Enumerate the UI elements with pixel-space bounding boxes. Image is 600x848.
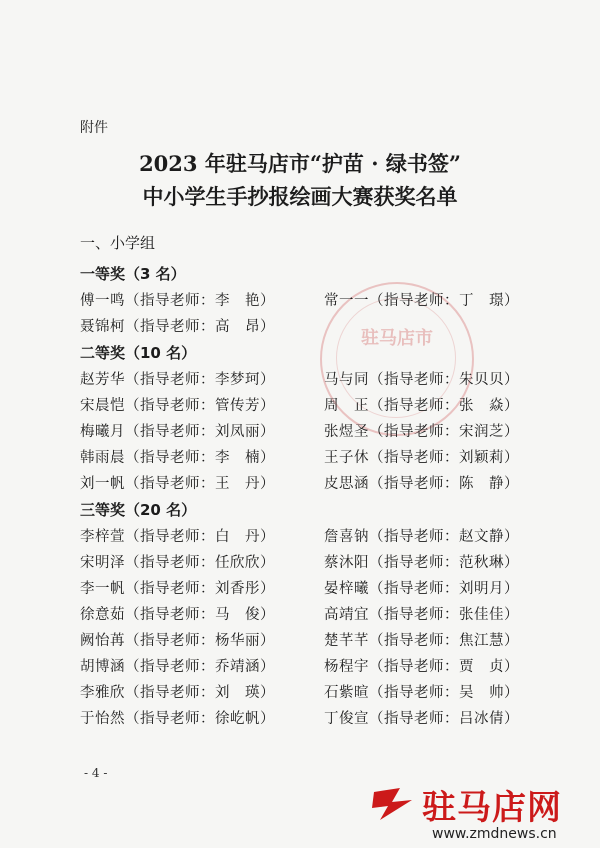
winner-entry: 赵芳华（指导老师：李梦珂） <box>80 372 275 388</box>
winner-entry: 傅一鸣（指导老师：李 艳） <box>80 293 275 309</box>
winner-entry: 楚芊芊（指导老师：焦江慧） <box>324 633 519 649</box>
winner-entry: 周 正（指导老师：张 焱） <box>324 398 519 414</box>
second-prize-heading: 二等奖（10 名） <box>80 344 197 362</box>
winner-entry: 梅曦月（指导老师：刘凤丽） <box>80 424 275 440</box>
group-heading: 一、小学组 <box>80 234 156 252</box>
winner-entry: 晏梓曦（指导老师：刘明月） <box>324 581 519 597</box>
winner-entry: 石紫暄（指导老师：吴 帅） <box>324 685 519 701</box>
winner-entry: 徐意茹（指导老师：马 俊） <box>80 607 275 623</box>
winner-entry: 杨程宇（指导老师：贾 贞） <box>324 659 519 675</box>
page-number: - 4 - <box>84 766 108 780</box>
winner-entry: 常一一（指导老师：丁 璟） <box>324 293 519 309</box>
document-title-line1: 2023 年驻马店市“护苗 · 绿书签” <box>139 151 461 176</box>
logo-url: www.zmdnews.cn <box>432 826 557 842</box>
winner-entry: 宋晨恺（指导老师：管传芳） <box>80 398 275 414</box>
winner-entry: 詹喜钠（指导老师：赵文静） <box>324 529 519 545</box>
seal-text: 驻马店市 <box>361 328 433 349</box>
winner-entry: 韩雨晨（指导老师：李 楠） <box>80 450 275 466</box>
winner-entry: 李雅欣（指导老师：刘 瑛） <box>80 685 275 701</box>
winner-entry: 胡博涵（指导老师：乔靖涵） <box>80 659 275 675</box>
winner-entry: 阙怡苒（指导老师：杨华丽） <box>80 633 275 649</box>
winner-entry: 李梓萱（指导老师：白 丹） <box>80 529 275 545</box>
first-prize-heading: 一等奖（3 名） <box>80 265 186 283</box>
site-logo[interactable] <box>370 780 595 846</box>
winner-entry: 刘一帆（指导老师：王 丹） <box>80 476 275 492</box>
winner-entry: 丁俊宣（指导老师：吕冰倩） <box>324 711 519 727</box>
attachment-label: 附件 <box>80 120 108 136</box>
winner-entry: 李一帆（指导老师：刘香彤） <box>80 581 275 597</box>
winner-entry: 马与同（指导老师：朱贝贝） <box>324 372 519 388</box>
winner-entry: 张煜圣（指导老师：宋润芝） <box>324 424 519 440</box>
winner-entry: 高靖宜（指导老师：张佳佳） <box>324 607 519 623</box>
document-title-line2: 中小学生手抄报绘画大赛获奖名单 <box>142 184 458 209</box>
winner-entry: 于怡然（指导老师：徐屹帆） <box>80 711 275 727</box>
winner-entry: 蔡沐阳（指导老师：范秋琳） <box>324 555 519 571</box>
winner-entry: 聂锦柯（指导老师：高 昂） <box>80 319 275 335</box>
winner-entry: 宋明泽（指导老师：任欣欣） <box>80 555 275 571</box>
third-prize-heading: 三等奖（20 名） <box>80 501 197 519</box>
logo-mark-icon <box>370 784 420 824</box>
winner-entry: 皮思涵（指导老师：陈 静） <box>324 476 519 492</box>
logo-text: 驻马店网 <box>422 788 562 828</box>
winner-entry: 王子休（指导老师：刘颖莉） <box>324 450 519 466</box>
